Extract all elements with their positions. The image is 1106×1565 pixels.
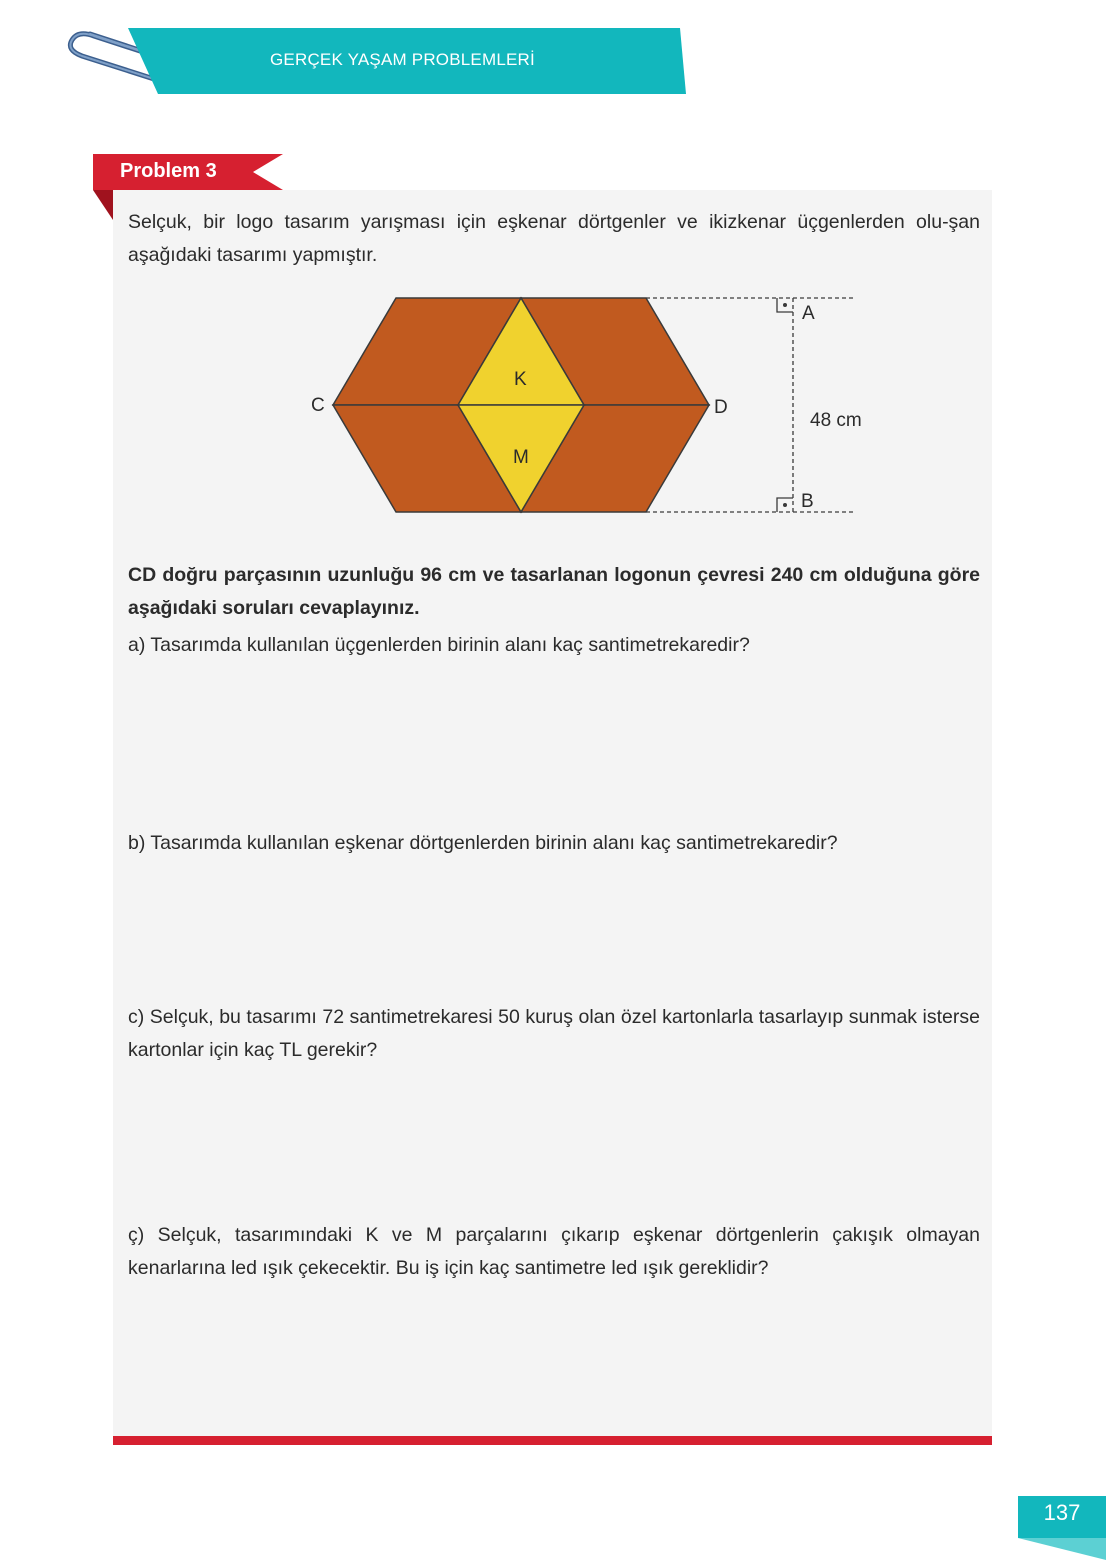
label-m: M xyxy=(513,447,529,468)
header-title: GERÇEK YAŞAM PROBLEMLERİ xyxy=(270,50,535,69)
label-c: C xyxy=(311,395,325,416)
label-b: B xyxy=(801,491,814,512)
label-a: A xyxy=(802,303,815,324)
given-statement: CD doğru parçasının uzunluğu 96 cm ve tasarlanan logonun çevresi 240 cm olduğuna göre aşağıdaki soruları cevaplayınız. xyxy=(128,564,980,619)
label-d: D xyxy=(714,397,728,418)
question-a: a) Tasarımda kullanılan üçgenlerden birinin alanı kaç santimetrekaredir? xyxy=(128,634,750,656)
question-cc: ç) Selçuk, tasarımındaki K ve M parçalarını çıkarıp eşkenar dörtgenlerin çakışık olmayan kenarlarına led ışık çekecektir. Bu iş için kaç santimetre led ışık gereklidir? xyxy=(128,1224,980,1279)
logo-figure xyxy=(300,290,870,530)
page-number: 137 xyxy=(1043,1500,1081,1525)
bottom-divider xyxy=(113,1436,992,1445)
intro-paragraph: Selçuk, bir logo tasarım yarışması için eşkenar dörtgenler ve ikizkenar üçgenlerden olu-şan aşağıdaki tasarımı yapmıştır. xyxy=(128,211,980,266)
problem-label: Problem 3 xyxy=(120,160,217,182)
question-b: b) Tasarımda kullanılan eşkenar dörtgenlerden birinin alanı kaç santimetrekaredir? xyxy=(128,832,838,854)
label-height: 48 cm xyxy=(810,410,862,431)
question-c: c) Selçuk, bu tasarımı 72 santimetrekaresi 50 kuruş olan özel kartonlarla tasarlayıp sunmak isterse kartonlar için kaç TL gerekir? xyxy=(128,1006,980,1061)
label-k: K xyxy=(514,369,527,390)
